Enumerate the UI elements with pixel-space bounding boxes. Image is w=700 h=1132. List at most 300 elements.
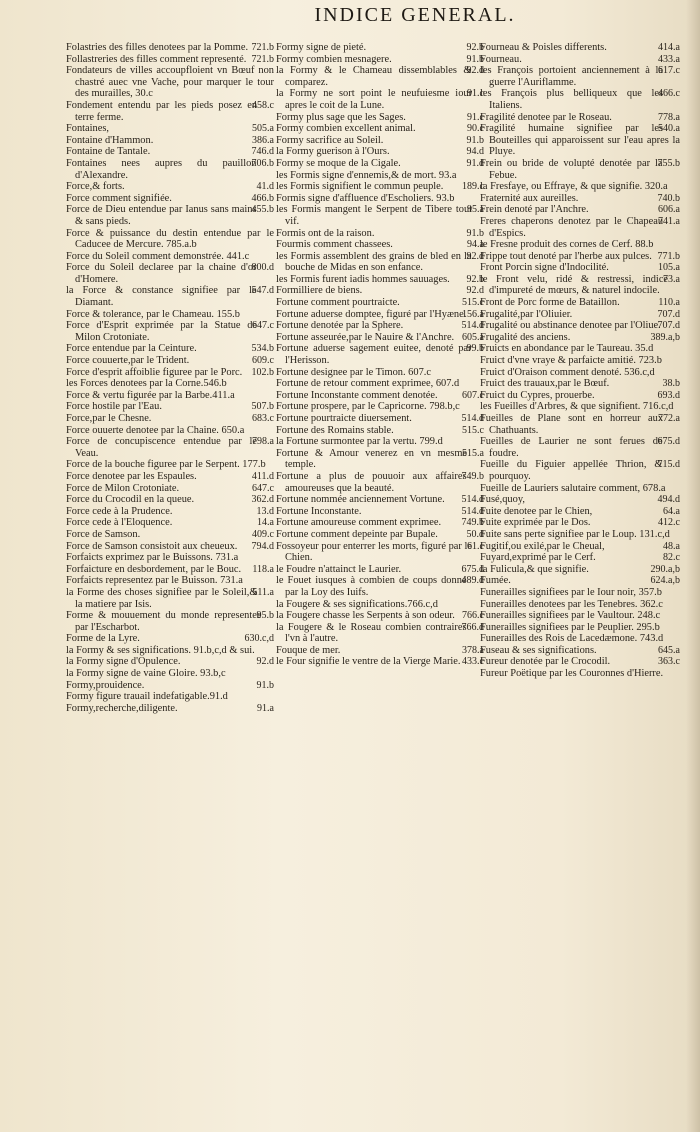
entry-text: Fortune nommée anciennement Vortune. — [276, 494, 445, 506]
index-entry — [480, 668, 680, 680]
entry-text: le Front velu, ridé & restressi, indice d'impureté de mœurs, & naturel indocile. — [480, 273, 669, 297]
index-entry — [276, 239, 484, 251]
entry-reference: 92.d — [466, 65, 484, 77]
entry-text: Fourmis comment chassees. — [276, 239, 393, 251]
index-entry — [276, 123, 484, 135]
index-entry — [66, 564, 274, 576]
entry-reference: 102.b — [251, 366, 274, 378]
index-entry — [276, 309, 484, 321]
index-entry — [66, 378, 274, 390]
entry-text: Force de Samson. — [66, 528, 141, 540]
entry-text: Fureur Poëtique par les Couronnes d'Hierre. — [480, 668, 664, 680]
entry-text: Fortune designee par le Timon. 607.c — [276, 366, 431, 378]
entry-reference: 414.a — [658, 42, 680, 53]
entry-text: Fortune Inconstante comment denotée. — [276, 389, 438, 401]
index-entry — [480, 564, 680, 576]
entry-reference: 515.c — [462, 297, 484, 309]
entry-reference: 13.d — [256, 505, 274, 517]
index-entry — [66, 471, 274, 483]
entry-text: Frein ou bride de volupté denotée par la Febue. — [480, 157, 663, 181]
entry-reference: 91.d — [466, 157, 484, 169]
index-entry — [276, 378, 484, 390]
index-entry — [276, 112, 484, 124]
index-entry — [276, 541, 484, 564]
entry-text: Freres chaperons denotez par le Chapeau d'Espics. — [480, 215, 664, 239]
index-entry — [66, 668, 274, 680]
entry-text: Fragilité humaine signifiee par les Bouteilles qui apparoissent sur l'eau apres la Pluye. — [480, 123, 680, 158]
entry-text: Force hostile par l'Eau. — [66, 401, 162, 413]
entry-reference: 755.b — [657, 157, 680, 169]
index-entry — [276, 599, 484, 611]
entry-text: les Formis mangent le Serpent de Tibere tout vif. — [276, 204, 473, 227]
entry-text: Funerailles signifiees par le Vaultour. 248.c — [480, 610, 661, 622]
entry-text: Fuite sans perte signifiee par le Loup. 131.c,d — [480, 528, 670, 540]
entry-text: Fortune denotée par la Sphere. — [276, 320, 404, 332]
entry-text: Fueille du Figuier appellée Thrion, & pourquoy. — [480, 459, 663, 482]
entry-reference: 363.c — [658, 656, 680, 668]
index-entry — [66, 65, 274, 100]
index-entry — [66, 494, 274, 506]
index-entry — [66, 610, 274, 633]
index-column-1 — [66, 42, 274, 714]
entry-reference: 515.a — [462, 447, 484, 459]
index-entry — [276, 401, 484, 413]
index-entry — [66, 228, 274, 251]
entry-reference: 433.a — [658, 53, 680, 65]
entry-text: Fueille de Lauriers salutaire comment, 678.a — [480, 482, 666, 494]
index-entry — [276, 204, 484, 227]
entry-reference: 290.a,b — [650, 563, 680, 575]
entry-text: Fusé,quoy, — [480, 494, 525, 506]
index-entry — [66, 552, 274, 564]
index-entry — [66, 320, 274, 343]
entry-reference: 766.c — [462, 610, 484, 622]
index-entry — [276, 390, 484, 402]
entry-reference: 740.b — [657, 192, 680, 204]
entry-reference: 721.b — [251, 42, 274, 53]
entry-text: Fortune & Amour venerez en vn mesme temple. — [276, 447, 468, 471]
index-entry — [276, 425, 484, 437]
entry-text: Follastreries des filles comment representé. — [66, 53, 247, 65]
index-entry — [66, 483, 274, 495]
index-entry — [276, 251, 484, 274]
entry-text: Force de la bouche figuree par le Serpent. 177.b — [66, 459, 266, 471]
entry-text: Fontaine d'Hammon. — [66, 134, 154, 146]
entry-text: Funerailles signifiees par le Iour noir, 357.b — [480, 586, 662, 598]
entry-text: Fortune a plus de pouuoir aux affaires amoureuses que la beauté. — [276, 470, 467, 494]
entry-reference: 91.b — [466, 53, 484, 65]
entry-text: Fuite exprimée par le Dos. — [480, 517, 591, 529]
index-entry — [276, 228, 484, 240]
index-entry — [66, 181, 274, 193]
index-entry — [66, 459, 274, 471]
entry-text: Formy,recherche,diligente. — [66, 702, 178, 714]
entry-text: Force de Samson consistoit aux cheueux. — [66, 540, 238, 552]
index-entry — [66, 309, 274, 321]
entry-text: Force & puissance du destin entendue par le Caducee de Mercure. 785.a.b — [66, 227, 274, 251]
entry-reference: 647.c — [252, 482, 274, 494]
entry-text: Formy,prouidence. — [66, 679, 145, 691]
index-entry — [66, 401, 274, 413]
entry-text: Funerailles denotees par les Tenebres. 362.c — [480, 598, 663, 610]
entry-text: Force de Dieu entendue par Ianus sans mains & sans pieds. — [66, 204, 257, 227]
entry-text: Fossoyeur pour enterrer les morts, figuré par le Chien. — [276, 540, 473, 564]
entry-reference: 675.d — [461, 563, 484, 575]
entry-text: Forfaicts exprimez par le Buissons. 731.a — [66, 552, 239, 564]
entry-text: Fortune des Romains stable. — [276, 424, 394, 436]
entry-reference: 715.d — [657, 459, 680, 471]
index-entry — [480, 552, 680, 564]
entry-reference: 92.d — [466, 285, 484, 297]
entry-reference: 514.d — [461, 494, 484, 506]
index-entry — [66, 158, 274, 181]
index-entry — [480, 575, 680, 587]
entry-reference: 798.a — [252, 436, 274, 448]
page-title: INDICE GENERAL. — [314, 4, 516, 26]
index-entry — [480, 483, 680, 495]
entry-text: le Four signifie le ventre de la Vierge Marie. — [276, 656, 461, 668]
entry-reference: 409.c — [252, 528, 274, 540]
entry-reference: 778.a — [658, 111, 680, 123]
index-entry — [480, 459, 680, 482]
entry-text: Force denotee par les Espaules. — [66, 470, 197, 482]
entry-text: Formy figure trauail indefatigable.91.d — [66, 691, 228, 703]
index-entry — [66, 691, 274, 703]
entry-reference: 92.d — [256, 656, 274, 668]
entry-reference: 50.d — [466, 528, 484, 540]
entry-text: Force du Soleil comment demonstrée. 441.c — [66, 250, 250, 262]
entry-reference: 707.d — [657, 320, 680, 332]
entry-reference: 433.c — [462, 656, 484, 668]
index-entry — [66, 262, 274, 285]
index-entry — [276, 610, 484, 622]
entry-text: le Fouet iusques à combien de coups donné par la Loy des Iuifs. — [276, 575, 467, 598]
entry-reference: 91.c — [467, 88, 484, 100]
index-entry — [66, 541, 274, 553]
index-entry — [66, 367, 274, 379]
entry-text: la Fortune surmontee par la vertu. 799.d — [276, 436, 443, 448]
index-entry — [276, 42, 484, 54]
entry-text: Forfaicts representez par le Buisson. 731.a — [66, 575, 243, 587]
entry-text: Fruict d'Oraison comment denoté. 536.c,d — [480, 366, 655, 378]
index-entry — [480, 274, 680, 297]
index-entry — [480, 622, 680, 634]
entry-reference: 41.d — [256, 181, 274, 193]
index-entry — [480, 181, 680, 193]
entry-reference: 95.a — [467, 204, 484, 216]
entry-text: Fortune comment depeinte par Bupale. — [276, 528, 438, 540]
entry-text: Fruict d'vne vraye & parfaicte amitié. 723.b — [480, 355, 662, 367]
entry-text: Force cede à l'Eloquence. — [66, 517, 173, 529]
entry-text: Fortune aduerse domptee, figuré par l'Hyæne. — [276, 308, 467, 320]
entry-reference: 99.b — [466, 343, 484, 355]
entry-reference: 110.a — [658, 297, 680, 309]
index-entry — [480, 158, 680, 181]
entry-text: Force de Milon Crotoniate. — [66, 482, 180, 494]
entry-reference: 156.a — [462, 308, 484, 320]
entry-text: Fontaines nees aupres du pauillon d'Alexandre. — [66, 157, 257, 181]
entry-text: les Formis assemblent des grains de bled en la bouche de Midas en son enfance. — [276, 250, 472, 274]
entry-reference: 91.c — [467, 111, 484, 123]
entry-reference: 94.d — [466, 146, 484, 158]
entry-reference: 38.b — [662, 378, 680, 390]
index-entry — [66, 146, 274, 158]
index-entry — [66, 390, 274, 402]
index-column-2 — [276, 42, 484, 668]
entry-reference: 624.a,b — [650, 575, 680, 587]
entry-text: Fortune amoureuse comment exprimee. — [276, 517, 442, 529]
entry-text: la Fougere & ses significations.766.c,d — [276, 598, 438, 610]
entry-text: Force entendue par la Ceinture. — [66, 343, 197, 355]
entry-reference: 61.c — [467, 540, 484, 552]
entry-reference: 455.b — [251, 204, 274, 216]
entry-reference: 494.d — [657, 494, 680, 506]
index-entry — [276, 367, 484, 379]
index-entry — [276, 413, 484, 425]
entry-reference: 458.c — [252, 99, 274, 111]
entry-reference: 378.a — [462, 644, 484, 656]
index-entry — [276, 564, 484, 576]
index-entry — [480, 320, 680, 332]
entry-text: les Formis furent iadis hommes sauuages. — [276, 273, 450, 285]
index-entry — [66, 251, 274, 263]
entry-text: les Fueilles d'Arbres, & que signifient. 716.c,d — [480, 401, 674, 413]
index-entry — [276, 285, 484, 297]
entry-text: Fortune prospere, par le Capricorne. 798.b,c — [276, 401, 460, 413]
entry-reference: 92.b — [466, 42, 484, 53]
entry-text: la Formy ne sort point le neufuiesme iour apres le coit de la Lune. — [276, 88, 473, 111]
entry-text: Force & vertu figurée par la Barbe.411.a — [66, 389, 235, 401]
entry-text: Formilliere de biens. — [276, 285, 363, 297]
index-entry — [66, 633, 274, 645]
index-entry — [276, 332, 484, 344]
entry-reference: 91.a — [257, 702, 274, 714]
index-entry — [276, 436, 484, 448]
entry-reference: 95.b — [256, 610, 274, 622]
entry-text: Force,& forts. — [66, 181, 125, 193]
index-entry — [480, 506, 680, 518]
entry-text: Fondateurs de villes accoupfloient vn Bœuf non chastré auec vne Vache, pour marquer le tour des murailles, 30.c — [66, 65, 274, 100]
entry-reference: 693.d — [657, 389, 680, 401]
entry-reference: 389.a,b — [650, 331, 680, 343]
entry-text: Forfaicture en desbordement, par le Bouc. — [66, 563, 242, 575]
entry-text: Force comment signifiée. — [66, 192, 172, 204]
index-entry — [480, 436, 680, 459]
entry-text: les Forces denotees par la Corne.546.b — [66, 378, 227, 390]
entry-reference: 92.b — [466, 273, 484, 285]
index-entry — [480, 390, 680, 402]
entry-reference: 617.c — [658, 65, 680, 77]
entry-text: Fruict des trauaux,par le Bœuf. — [480, 378, 610, 390]
index-entry — [276, 656, 484, 668]
entry-text: Force & tolerance, par le Chameau. 155.b — [66, 308, 240, 320]
entry-reference: 706.b — [251, 157, 274, 169]
entry-text: la Formy & ses significations. 91.b,c,d & sui. — [66, 644, 255, 656]
entry-reference: 605.a — [462, 331, 484, 343]
entry-text: Frugalité ou abstinance denotee par l'Oliue. — [480, 320, 661, 332]
entry-reference: 412.c — [658, 517, 680, 529]
index-entry — [66, 285, 274, 308]
entry-text: Fuyard,exprimé par le Cerf. — [480, 552, 596, 564]
index-entry — [276, 320, 484, 332]
index-entry — [276, 517, 484, 529]
entry-text: Fontaine de Tantale. — [66, 146, 151, 158]
entry-reference: 118.a — [252, 563, 274, 575]
index-entry — [66, 193, 274, 205]
entry-reference: 64.a — [663, 505, 680, 517]
index-entry — [66, 42, 274, 54]
entry-reference: 14.a — [257, 517, 274, 529]
entry-text: Formy combien mesnagere. — [276, 53, 392, 65]
entry-text: Formy plus sage que les Sages. — [276, 111, 406, 123]
entry-text: Force cede à la Prudence. — [66, 505, 173, 517]
entry-text: Fortune Inconstante. — [276, 505, 362, 517]
entry-text: Frein denoté par l'Anchre. — [480, 204, 589, 216]
index-entry — [276, 181, 484, 193]
index-entry — [480, 88, 680, 111]
entry-reference: 386.a — [252, 134, 274, 146]
entry-text: Fruict du Cypres, prouerbe. — [480, 389, 595, 401]
index-entry — [480, 42, 680, 54]
entry-reference: 514.d — [461, 320, 484, 332]
entry-text: Force couuerte,par le Trident. — [66, 355, 190, 367]
entry-text: Formy se moque de la Cigale. — [276, 157, 401, 169]
entry-reference: 609.c — [252, 355, 274, 367]
entry-text: Frippe tout denoté par l'herbe aux pulces. — [480, 250, 652, 262]
index-entry — [480, 65, 680, 88]
index-entry — [480, 517, 680, 529]
index-entry — [66, 204, 274, 227]
entry-reference: 73.a — [663, 273, 680, 285]
entry-reference: 91.b — [466, 134, 484, 146]
entry-text: Funerailles des Rois de Lacedæmone. 743.d — [480, 633, 664, 645]
entry-reference: 466.c — [658, 88, 680, 100]
entry-reference: 92.d — [466, 250, 484, 262]
entry-text: Fortune comment pourtraicte. — [276, 297, 400, 309]
entry-reference: 91.b — [256, 679, 274, 691]
entry-text: Fortune pourtraicte diuersement. — [276, 413, 412, 424]
entry-reference: 800.d — [251, 262, 274, 274]
entry-text: Fugitif,ou exilé,par le Cheual, — [480, 540, 605, 552]
entry-text: les Formis signe d'ennemis,& de mort. 93.a — [276, 169, 457, 181]
entry-reference: 540.a — [658, 123, 680, 135]
entry-reference: 105.a — [658, 262, 680, 274]
entry-text: la Formy guerison à l'Ours. — [276, 146, 390, 158]
entry-reference: 514.d — [461, 505, 484, 517]
index-entry — [66, 135, 274, 147]
index-entry — [480, 216, 680, 239]
entry-reference: 94.a — [467, 239, 484, 251]
entry-text: Funerailles signifiees par le Peuplier. 295.b — [480, 621, 660, 633]
index-entry — [276, 135, 484, 147]
index-entry — [480, 587, 680, 599]
entry-reference: 489.d — [461, 575, 484, 587]
entry-text: Fueilles de Laurier ne sont ferues de foudre. — [480, 436, 663, 459]
entry-text: Force d'Esprit exprimée par la Statue de Milon Crotoniate. — [66, 320, 258, 343]
entry-reference: 189.c — [462, 181, 484, 193]
entry-text: Fuseau & ses significations. — [480, 644, 597, 656]
entry-reference: 411.d — [251, 470, 274, 482]
index-entry — [480, 54, 680, 66]
entry-reference: 514.d — [461, 413, 484, 424]
index-entry — [276, 506, 484, 518]
entry-text: la Formy signe de vaine Gloire. 93.b,c — [66, 668, 226, 680]
index-entry — [480, 343, 680, 355]
entry-text: Fruicts en abondance par le Taureau. 35.d — [480, 343, 654, 355]
index-entry — [480, 413, 680, 436]
entry-text: Fortune de retour comment exprimee, 607.d — [276, 378, 460, 390]
index-entry — [276, 158, 484, 170]
index-entry — [276, 529, 484, 541]
index-entry — [276, 88, 484, 111]
entry-reference: 534.b — [251, 343, 274, 355]
entry-text: la Fougere chasse les Serpents à son odeur. — [276, 610, 455, 622]
entry-text: Folastries des filles denotees par la Pomme. — [66, 42, 249, 53]
index-entry — [66, 575, 274, 587]
entry-text: le Foudre n'attainct le Laurier. — [276, 563, 402, 575]
entry-reference: 746.d — [251, 146, 274, 158]
entry-reference: 749.b — [461, 470, 484, 482]
index-entry — [276, 448, 484, 471]
entry-text: Fortune asseurée,par le Nauire & l'Anchre. — [276, 331, 455, 343]
entry-text: Force ouuerte denotee par la Chaine. 650.a — [66, 424, 245, 436]
entry-text: Formis signe d'affluence d'Escholiers. 93.b — [276, 192, 455, 204]
entry-text: Formy signe de pieté. — [276, 42, 367, 53]
entry-text: Front de Porc forme de Bataillon. — [480, 297, 620, 309]
entry-reference: 466.b — [251, 192, 274, 204]
index-entry — [480, 204, 680, 216]
index-entry — [276, 170, 484, 182]
entry-text: Fuite denotee par le Chien, — [480, 505, 593, 517]
entry-reference: 647.c — [252, 320, 274, 332]
entry-text: Fraternité aux aureilles. — [480, 192, 579, 204]
index-entry — [276, 274, 484, 286]
index-entry — [276, 645, 484, 657]
entry-text: la Forme des choses signifiee par le Soleil,& la matiere par Isis. — [66, 586, 258, 610]
entry-text: Frugalité des anciens. — [480, 331, 571, 343]
index-entry — [276, 146, 484, 158]
index-entry — [480, 610, 680, 622]
entry-reference: 607.c — [462, 389, 484, 401]
entry-reference: 507.b — [251, 401, 274, 413]
index-entry — [480, 355, 680, 367]
entry-text: Force du Crocodil en la queue. — [66, 494, 195, 506]
index-entry — [66, 517, 274, 529]
index-entry — [66, 436, 274, 459]
entry-reference: 362.d — [251, 494, 274, 506]
index-entry — [480, 112, 680, 124]
entry-text: les Formis signifient le commun peuple. — [276, 181, 444, 193]
entry-reference: 741.a — [658, 215, 680, 227]
index-entry — [66, 656, 274, 668]
entry-reference: 771.b — [657, 250, 680, 262]
entry-reference: 772.a — [658, 413, 680, 424]
index-entry — [66, 425, 274, 437]
entry-reference: 721.b — [251, 53, 274, 65]
entry-text: Fouque de mer. — [276, 644, 341, 656]
index-entry — [480, 262, 680, 274]
entry-reference: 515.c — [462, 424, 484, 436]
index-entry — [276, 494, 484, 506]
entry-reference: 48.a — [663, 540, 680, 552]
index-entry — [276, 343, 484, 366]
index-entry — [480, 541, 680, 553]
index-entry — [66, 100, 274, 123]
index-entry — [480, 123, 680, 158]
entry-reference: 547.d — [251, 285, 274, 297]
index-entry — [276, 471, 484, 494]
entry-text: Force de concupiscence entendue par le Veau. — [66, 436, 258, 459]
